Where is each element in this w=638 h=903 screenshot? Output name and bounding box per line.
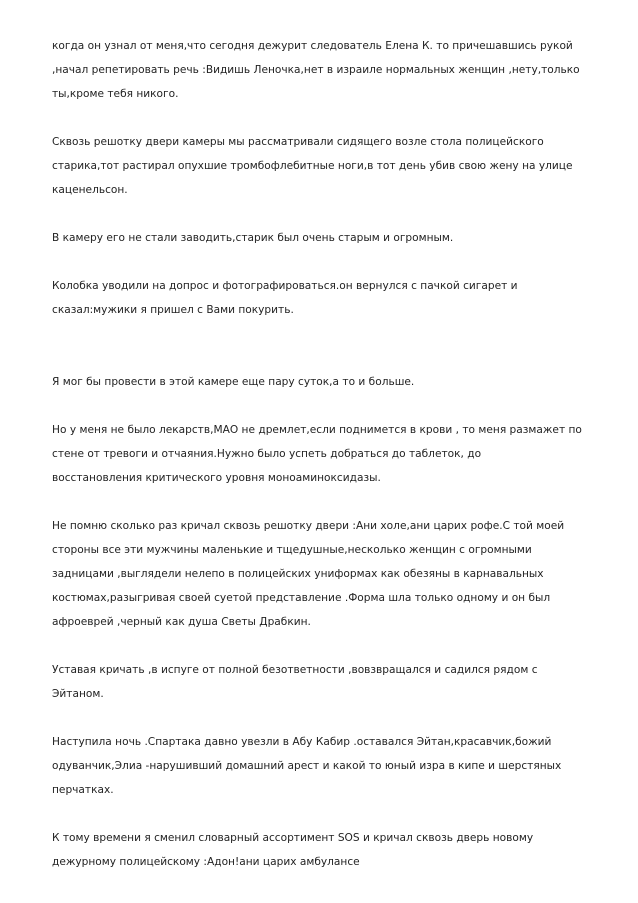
text-line: Я мог бы провести в этой камере еще пару суток,а то и больше. (52, 376, 415, 388)
text-line: сказал:мужики я пришел с Вами покурить. (52, 304, 294, 316)
paragraph-4 (52, 274, 600, 322)
text-line: Сквозь решотку двери камеры мы рассматривали сидящего возле стола полицейского (52, 136, 544, 148)
text-line: костюмах,разыгривая своей суетой представление .Форма шла только одному и он был (52, 592, 551, 604)
text-line: ты,кроме тебя никого. (52, 88, 179, 100)
document-body (52, 34, 600, 898)
paragraph-7 (52, 514, 600, 634)
text-line: Не помню сколько раз кричал сквозь решотку двери :Ани холе,ани царих рофе.С той моей (52, 520, 565, 532)
text-line: Наступила ночь .Спартака давно увезли в Абу Кабир .оставался Эйтан,красавчик,божий (52, 736, 552, 748)
text-line: стороны все эти мужчины маленькие и тщедушные,несколько женщин с огромными (52, 544, 532, 556)
text-line: Эйтаном. (52, 688, 104, 700)
text-line: одуванчик,Элиа -нарушивший домашний арест и какой то юный изра в кипе и шерстяных (52, 760, 562, 772)
text-line: К тому времени я сменил словарный ассортимент SOS и кричал сквозь дверь новому (52, 832, 534, 844)
text-line: когда он узнал от меня,что сегодня дежурит следователь Елена К. то причешавшись рукой (52, 40, 573, 52)
paragraph-1 (52, 34, 600, 106)
text-line: перчатках. (52, 784, 114, 796)
text-line: В камеру его не стали заводить,старик был очень старым и огромным. (52, 232, 454, 244)
paragraph-9 (52, 730, 600, 802)
text-line: дежурному полицейскому :Адон!ани царих амбулансе (52, 856, 360, 868)
text-line: Но у меня не было лекарств,МАО не дремлет,если поднимется в крови , то меня размажет по (52, 424, 582, 436)
text-line: каценельсон. (52, 184, 128, 196)
text-line: стене от тревоги и отчаяния.Нужно было успеть добраться до таблеток, до (52, 448, 482, 460)
text-line: ,начал репетировать речь :Видишь Леночка,нет в израиле нормальных женщин ,нету,только (52, 64, 580, 76)
text-line: старика,тот растирал опухшие тромбофлебитные ноги,в тот день убив свою жену на улице (52, 160, 573, 172)
paragraph-2 (52, 130, 600, 202)
paragraph-6 (52, 418, 600, 490)
text-line: задницами ,выглядели нелепо в полицейских униформах как обезяны в карнавальных (52, 568, 544, 580)
text-line: афроеврей ,черный как душа Светы Драбкин. (52, 616, 311, 628)
paragraph-3 (52, 226, 600, 250)
paragraph-5 (52, 370, 600, 394)
text-line: восстановления критического уровня моноаминоксидазы. (52, 472, 381, 484)
text-line: Колобка уводили на допрос и фотографироваться.он вернулся с пачкой сигарет и (52, 280, 518, 292)
text-line: Уставая кричать ,в испуге от полной безответности ,вовзвращался и садился рядом с (52, 664, 538, 676)
paragraph-10 (52, 826, 600, 874)
paragraph-8 (52, 658, 600, 706)
